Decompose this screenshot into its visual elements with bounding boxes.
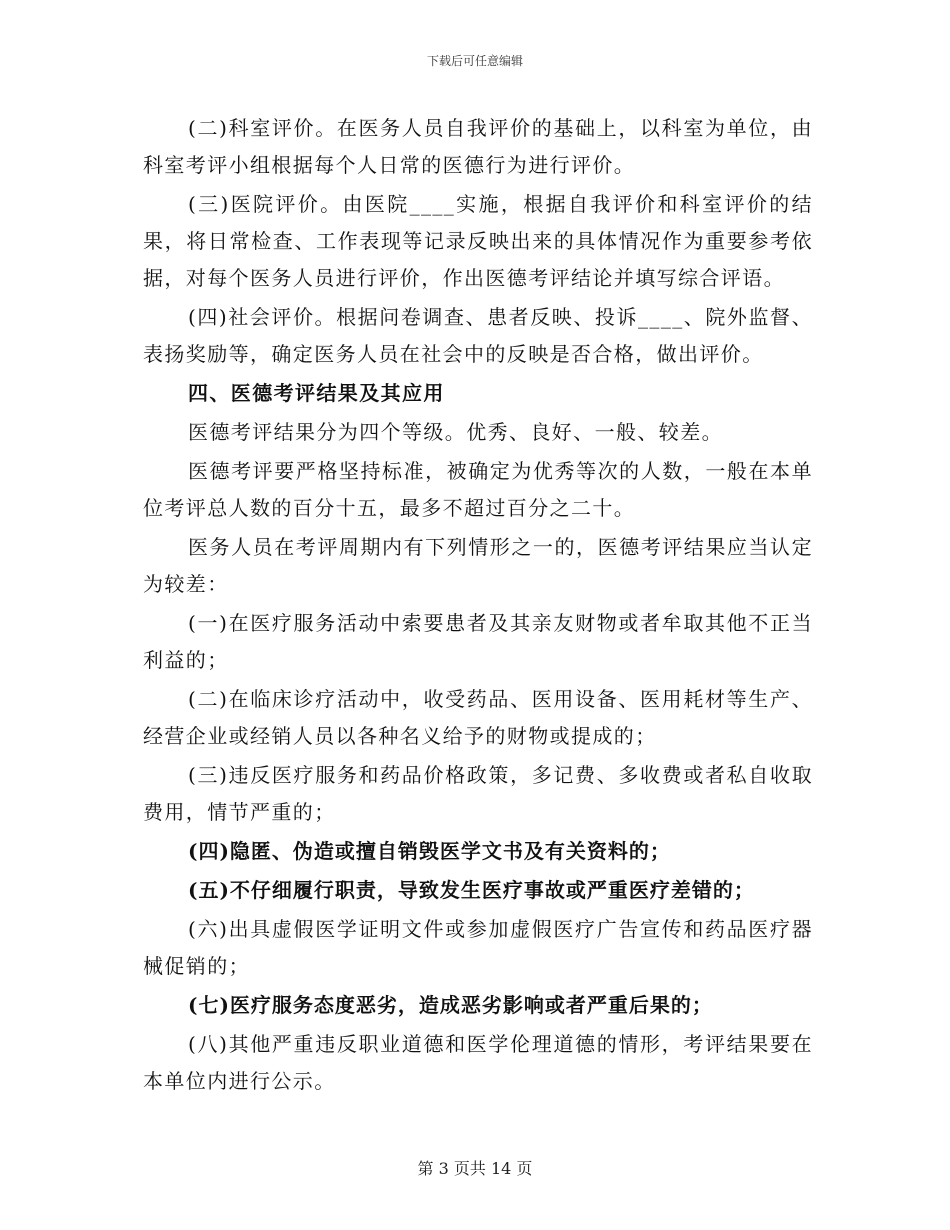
list-item-4: (四)隐匿、伪造或擅自销毁医学文书及有关资料的； (188, 839, 671, 863)
list-item-5: (五)不仔细履行职责，导致发生医疗事故或严重医疗差错的； (188, 878, 755, 902)
paragraph-department-evaluation: (二)科室评价。在医务人员自我评价的基础上，以科室为单位，由科室考评小组根据每个人日常的医德行为进行评价。 (143, 116, 813, 177)
paragraph-grade-levels: 医德考评结果分为四个等级。优秀、良好、一般、较差。 (188, 420, 723, 444)
paragraph-poor-conditions-intro: 医务人员在考评周期内有下列情形之一的，医德考评结果应当认定为较差： (143, 535, 813, 596)
page-number: 第 3 页共 14 页 (417, 1159, 533, 1178)
list-item-1: (一)在医疗服务活动中索要患者及其亲友财物或者牟取其他不正当利益的； (143, 611, 813, 672)
list-item-3: (三)违反医疗服务和药品价格政策，多记费、多收费或者私自收取费用，情节严重的； (143, 763, 813, 824)
document-body (143, 110, 813, 1102)
list-item-6: (六)出具虚假医学证明文件或参加虚假医疗广告宣传和药品医疗器械促销的； (143, 917, 813, 978)
page-header: 下载后可任意编辑 (426, 54, 523, 68)
paragraph-excellent-quota: 医德考评要严格坚持标准，被确定为优秀等次的人数，一般在本单位考评总人数的百分十五，最多不超过百分之二十。 (143, 459, 813, 520)
paragraph-hospital-evaluation: (三)医院评价。由医院____实施，根据自我评价和科室评价的结果，将日常检查、工作表现等记录反映出来的具体情况作为重要参考依据，对每个医务人员进行评价，作出医德考评结论并填写综合评语。 (143, 192, 813, 290)
paragraph-social-evaluation: (四)社会评价。根据问卷调查、患者反映、投诉____、院外监督、表扬奖励等，确定医务人员在社会中的反映是否合格，做出评价。 (143, 305, 813, 366)
section-heading: 四、医德考评结果及其应用 (188, 381, 445, 405)
list-item-8: (八)其他严重违反职业道德和医学伦理道德的情形，考评结果要在本单位内进行公示。 (143, 1032, 813, 1093)
list-item-7: (七)医疗服务态度恶劣，造成恶劣影响或者严重后果的； (188, 993, 713, 1017)
list-item-2: (二)在临床诊疗活动中，收受药品、医用设备、医用耗材等生产、经营企业或经销人员以各种名义给予的财物或提成的； (143, 687, 813, 748)
